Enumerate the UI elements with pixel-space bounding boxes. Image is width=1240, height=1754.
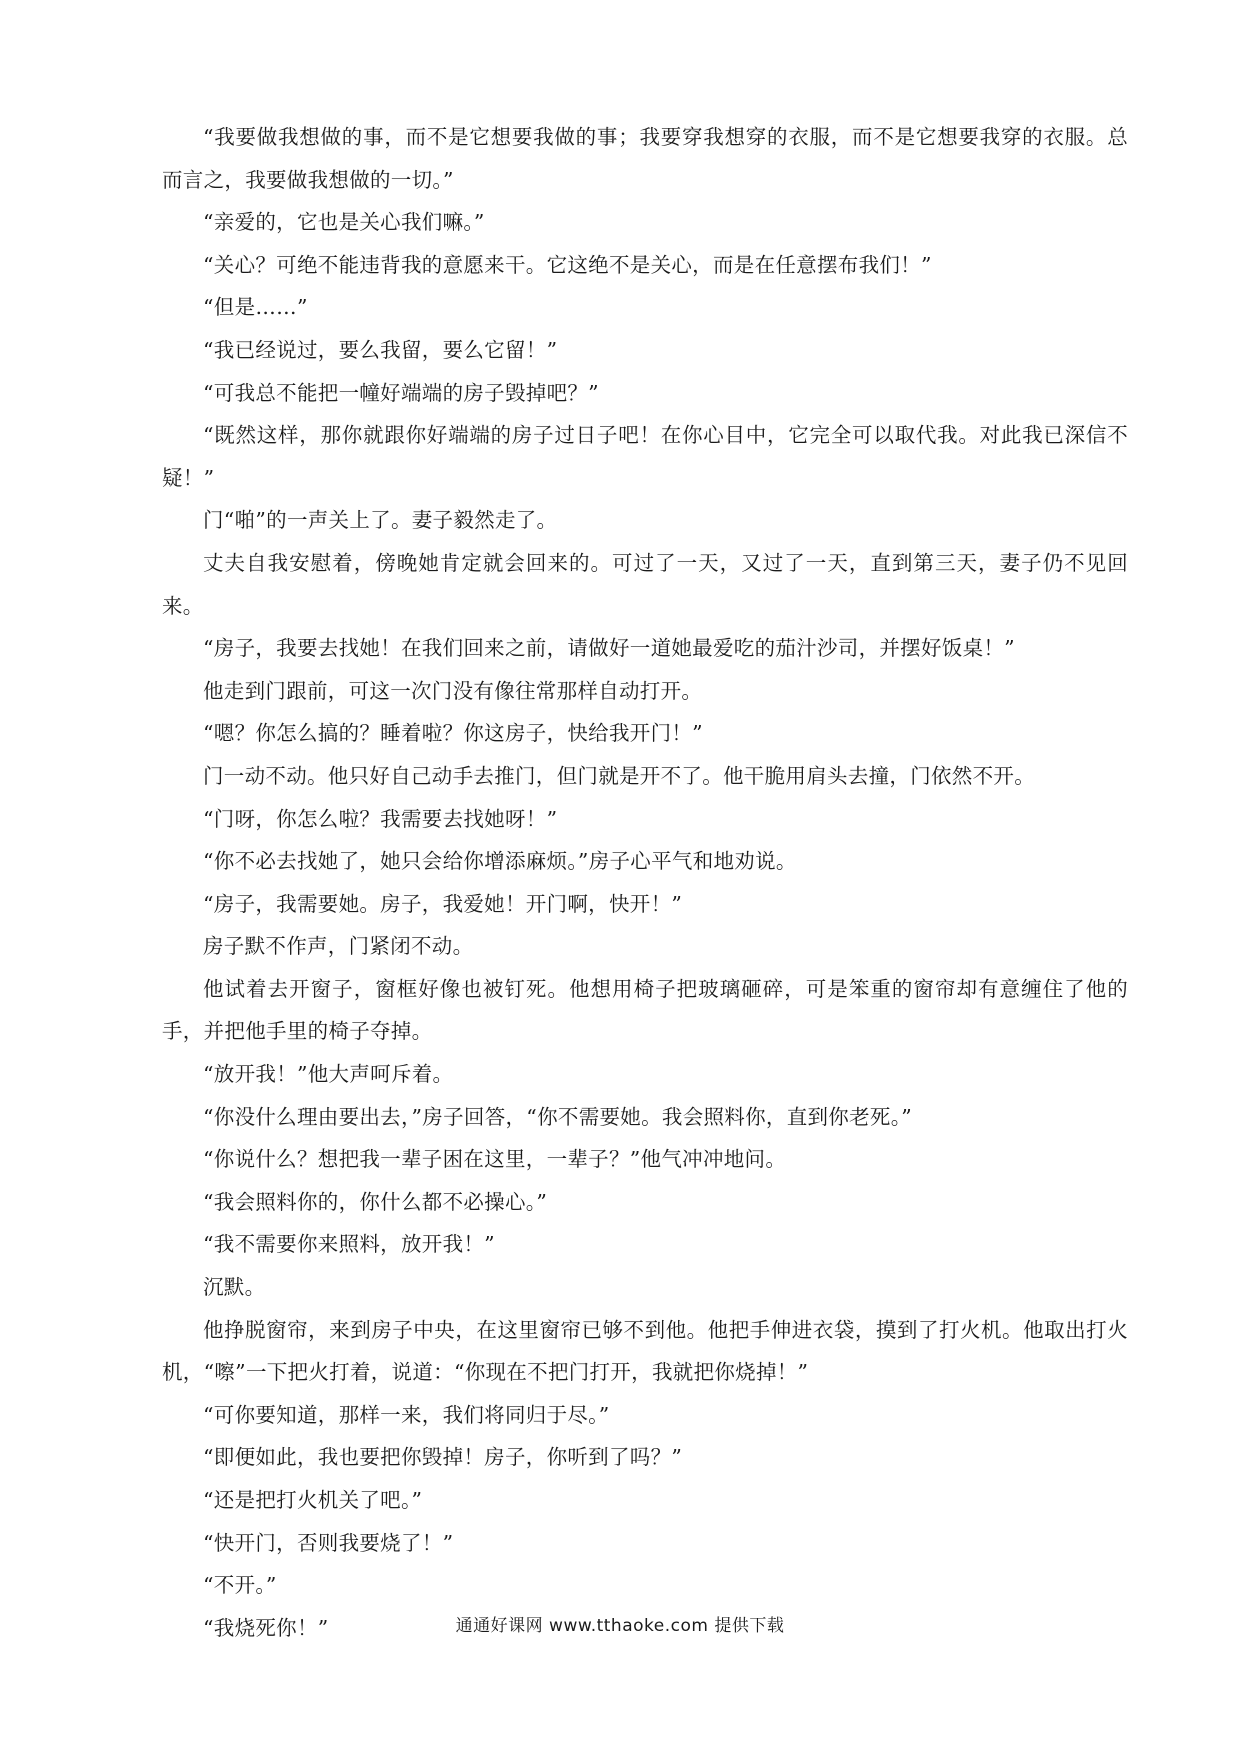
paragraph: 门“啪”的一声关上了。妻子毅然走了。 <box>203 508 558 533</box>
paragraph: “我烧死你！” <box>203 1615 329 1640</box>
paragraph: “房子，我要去找她！在我们回来之前，请做好一道她最爱吃的茄汁沙司，并摆好饭桌！” <box>203 636 1015 661</box>
paragraph: “门呀，你怎么啦？我需要去找她呀！” <box>203 806 558 831</box>
page-footer: 通通好课网 www.tthaoke.com 提供下载 <box>455 1616 785 1636</box>
paragraph: “我会照料你的，你什么都不必操心。” <box>203 1189 548 1214</box>
paragraph: “即便如此，我也要把你毁掉！房子，你听到了吗？” <box>203 1445 683 1470</box>
paragraph: “你不必去找她了，她只会给你增添麻烦。”房子心平气和地劝说。 <box>203 849 797 874</box>
paragraph: “不开。” <box>203 1573 277 1598</box>
story-body <box>162 116 1128 1649</box>
paragraph: 他走到门跟前，可这一次门没有像往常那样自动打开。 <box>203 678 703 703</box>
paragraph: 丈夫自我安慰着，傍晚她肯定就会回来的。可过了一天，又过了一天，直到第三天，妻子仍不见回来。 <box>162 550 1128 618</box>
paragraph: “可我总不能把一幢好端端的房子毁掉吧？” <box>203 380 599 405</box>
paragraph: “但是……” <box>203 295 308 320</box>
paragraph: “我要做我想做的事，而不是它想要我做的事；我要穿我想穿的衣服，而不是它想要我穿的衣服。总而言之，我要做我想做的一切。” <box>162 125 1128 192</box>
paragraph: “房子，我需要她。房子，我爱她！开门啊，快开！” <box>203 891 683 916</box>
paragraph: “亲爱的，它也是关心我们嘛。” <box>203 210 485 235</box>
paragraph: 房子默不作声，门紧闭不动。 <box>203 934 474 959</box>
paragraph: “我不需要你来照料，放开我！” <box>203 1232 495 1257</box>
paragraph: “可你要知道，那样一来，我们将同归于尽。” <box>203 1402 610 1427</box>
paragraph: “关心？可绝不能违背我的意愿来干。它这绝不是关心，而是在任意摆布我们！” <box>203 252 932 277</box>
paragraph: 沉默。 <box>203 1275 266 1300</box>
paragraph: “你说什么？想把我一辈子困在这里，一辈子？”他气冲冲地问。 <box>203 1147 787 1172</box>
paragraph: “既然这样，那你就跟你好端端的房子过日子吧！在你心目中，它完全可以取代我。对此我已深信不疑！” <box>162 423 1128 490</box>
paragraph: “还是把打火机关了吧。” <box>203 1488 423 1512</box>
paragraph: “我已经说过，要么我留，要么它留！” <box>203 337 558 362</box>
paragraph: 他挣脱窗帘，来到房子中央，在这里窗帘已够不到他。他把手伸进衣袋，摸到了打火机。他取出打火机，“嚓”一下把火打着，说道：“你现在不把门打开，我就把你烧掉！” <box>162 1317 1128 1385</box>
paragraph: “嗯？你怎么搞的？睡着啦？你这房子，快给我开门！” <box>203 721 703 746</box>
paragraph: 门一动不动。他只好自己动手去推门，但门就是开不了。他干脆用肩头去撞，门依然不开。 <box>203 763 1035 788</box>
paragraph: “快开门，否则我要烧了！” <box>203 1530 454 1555</box>
paragraph: 他试着去开窗子，窗框好像也被钉死。他想用椅子把玻璃砸碎，可是笨重的窗帘却有意缠住了他的手，并把他手里的椅子夺掉。 <box>162 976 1128 1044</box>
paragraph: “放开我！”他大声呵斥着。 <box>203 1062 454 1087</box>
paragraph: “你没什么理由要出去，”房子回答，“你不需要她。我会照料你，直到你老死。” <box>203 1104 913 1129</box>
